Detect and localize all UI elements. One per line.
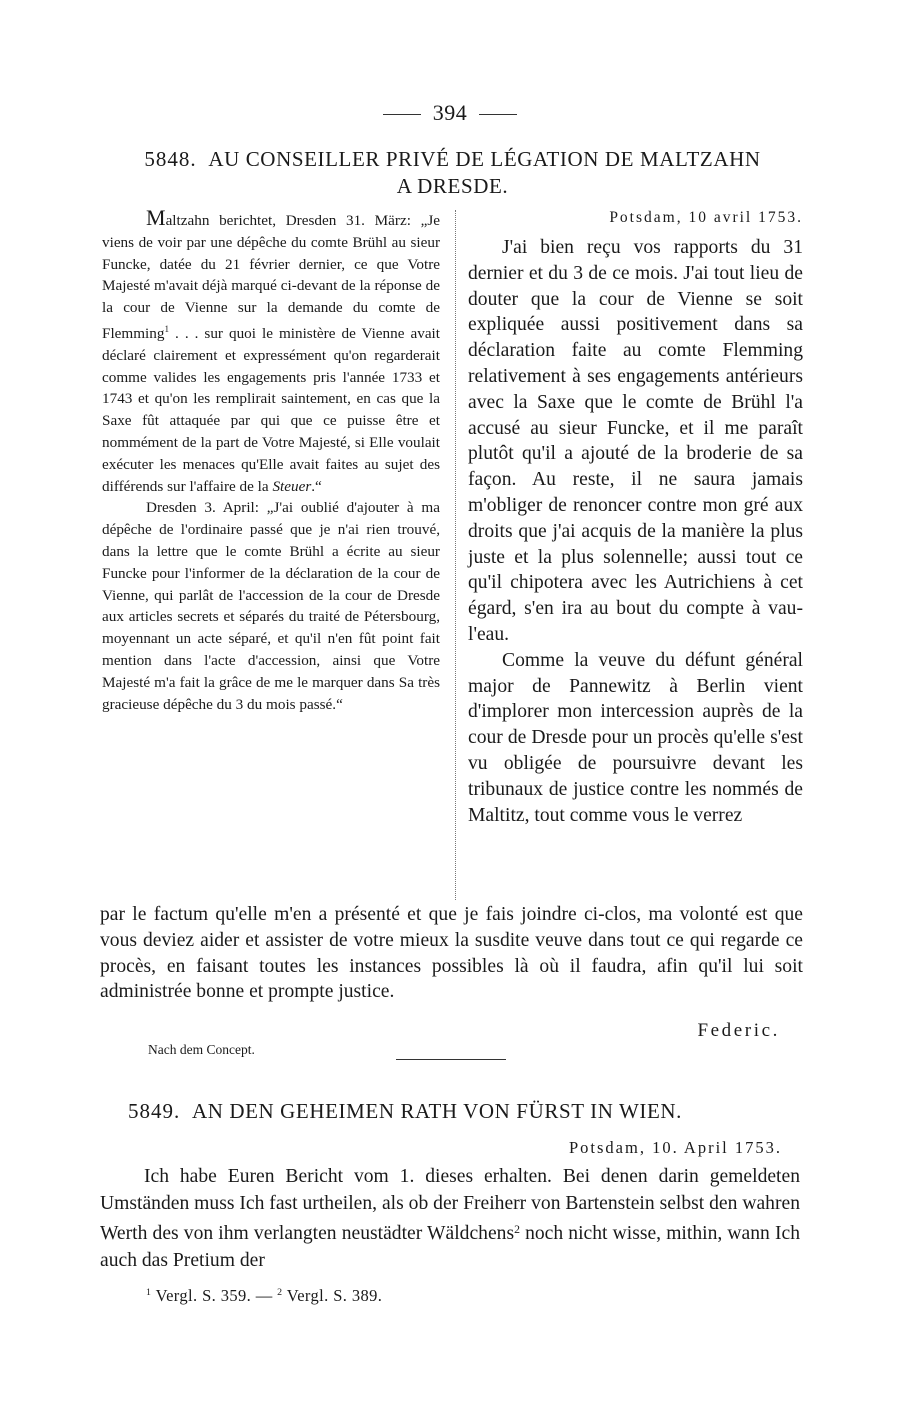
page-number-value: 394 [432, 100, 468, 125]
signature: Federic. [697, 1020, 780, 1041]
footnote-2: Vergl. S. 389. [286, 1286, 383, 1305]
footnote-marker-1: 1 [164, 323, 170, 334]
archival-summary-column [102, 207, 440, 715]
page-number-dash-right [479, 114, 517, 115]
letter-paragraph-2: Comme la veuve du défunt général major de Pannewitz à Berlin vient d'implorer mon intercession auprès de la cour de Dresde pour un procès qu'elle s'est vu obligée de poursuivre devant les tribunaux de justice contre les nommés de Maltitz, tout comme vous le verrez [468, 649, 803, 826]
letter-5849-title: AN DEN GEHEIMEN RATH VON FÜRST IN WIEN. [191, 1099, 683, 1123]
letter-paragraph-1: J'ai bien reçu vos rapports du 31 dernier et du 3 de ce mois. J'ai tout lieu de douter que la cour de Vienne se soit expliquée aussi positivement dans sa déclaration faite au comte Flemming relativement à ses engagements antérieurs avec la Saxe que le comte de Brühl l'a accusé au sieur Funcke, et il me paraît plutôt qu'il a ajouté de la broderie de sa façon. Au reste, il ne saura jamais m'obliger de renoncer contre mon gré aux droits que j'ai acquis de la manière la plus juste et la plus solennelle; aussi tout ce qu'il chipotera avec les Autrichiens à cet égard, s'en ira au bout du compte à vau-l'eau. [468, 237, 803, 645]
report-paragraph-april: Dresden 3. April: „J'ai oublié d'ajouter à ma dépêche de l'ordinaire passé que je n'ai rien trouvé, dans la lettre que le comte Brühl a écrite au sieur Funcke pour l'informer de la déclaration de la cour de Vienne, qui parlât de l'accession de la cour de Dresde aux articles secrets et séparés du traité de Pétersbourg, moyennant un acte séparé, et qu'il n'en fût point fait mention dans l'acte d'accession, ainsi que Votre Majesté m'a fait la grâce de me le marquer dans Sa très gracieuse dépêche du 3 du mois passé.“ [102, 499, 440, 713]
footnote-separator: — [255, 1286, 273, 1305]
page-number [0, 100, 900, 126]
letter-5848-heading [100, 146, 805, 200]
source-note: Nach dem Concept. [148, 1042, 255, 1057]
footnotes: $^1$ Vergl. S. 359. — $^2$ Vergl. S. 389. [146, 1286, 383, 1305]
drop-cap: M [146, 205, 166, 230]
letter-5849-number: 5849. [128, 1099, 181, 1123]
footnote-marker-2: 2 [514, 1223, 520, 1236]
column-divider [455, 210, 456, 900]
letter-continuation: par le factum qu'elle m'en a présenté et que je fais joindre ci-clos, ma volonté est que vous deviez aider et assister de votre mieux la susdite veuve dans tout ce qui regarde ce procès, en faisant toutes les instances possibles là où il faudra, afin qu'il lui soit administrée bonne et prompte justice. [100, 904, 803, 1003]
letter-5848-title-line2: A DRESDE. [396, 174, 509, 198]
letter-5848-place-date: Potsdam, 10 avril 1753. [609, 209, 803, 226]
italic-term: Steuer [272, 477, 312, 495]
letter-5848-number: 5848. [144, 147, 197, 171]
report-paragraph-march: Maltzahn berichtet, Dresden 31. März: „Je viens de voir par une dépêche du comte Brühl au sieur Funcke, datée du 21 février dernier, ce que Votre Majesté m'avait déjà marqué ci-devant de la réponse de la cour de Vienne sur la demande du comte de Flemming$^1$ . . . sur quoi le ministère de Vienne avait déclaré clairement et expressément qu'on regarderait comme valides les engagements pris l'année 1733 et 1743 et qu'on les remplirait saintement, en cas que la Saxe fût attaquée par qui que ce puisse être et nommément de la part de Votre Majesté, si Elle voulait exécuter les menaces qu'Elle avait faites au sujet des différends sur l'affaire de la Steuer.“ [102, 205, 440, 495]
letter-5848-title-line1: AU CONSEILLER PRIVÉ DE LÉGATION DE MALTZAHN [208, 147, 761, 171]
letter-5849-heading [128, 1098, 828, 1125]
letter-5849-place-date: Potsdam, 10. April 1753. [568, 1138, 782, 1157]
letter-5849-body: Ich habe Euren Bericht vom 1. dieses erhalten. Bei denen darin gemeldeten Umständen muss Ich fast urtheilen, als ob der Freiherr von Bartenstein selbst den wahren Werth des von ihm verlangten neustädter Wäldchens$^2$ noch nicht wisse, mithin, wann Ich auch das Pretium der [100, 1166, 800, 1271]
section-rule [396, 1059, 506, 1060]
page-number-dash-left [383, 114, 421, 115]
footnote-1: Vergl. S. 359. [155, 1286, 252, 1305]
letter-text-column [468, 207, 803, 828]
